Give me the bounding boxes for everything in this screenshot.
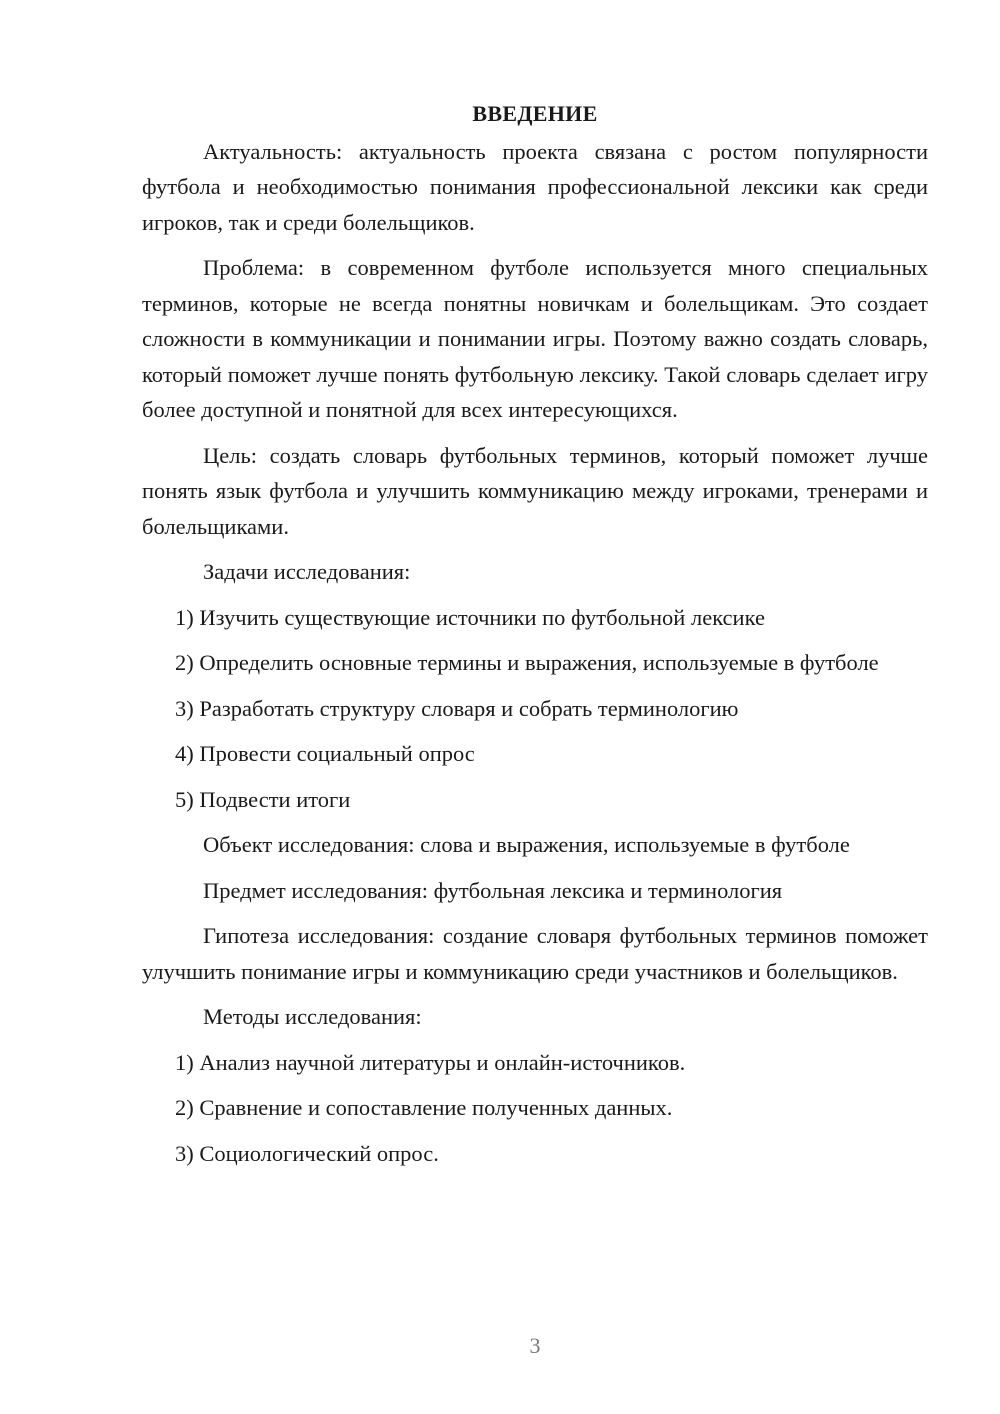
method-item: 1) Анализ научной литературы и онлайн-источников. [175, 1049, 686, 1075]
method-item: 3) Социологический опрос. [175, 1140, 439, 1166]
problem-paragraph: Проблема: в современном футболе используется много специальных терминов, которые не всегда понятны новичкам и болельщикам. Это создает сложности в коммуникации и понимании игры. Поэтому важно создать словарь, который поможет лучше понять футбольную лексику. Такой словарь сделает игру более доступной и понятной для всех интересующихся. [142, 255, 928, 422]
tasks-heading: Задачи исследования: [203, 559, 411, 584]
method-item: 2) Сравнение и сопоставление полученных данных. [175, 1095, 673, 1120]
task-item: 5) Подвести итоги [175, 786, 351, 812]
task-item: 3) Разработать структуру словаря и собрать терминологию [175, 695, 739, 721]
task-item: 1) Изучить существующие источники по футбольной лексике [175, 604, 765, 630]
goal-paragraph: Цель: создать словарь футбольных терминов, который поможет лучше понять язык футбола и улучшить коммуникацию между игроками, тренерами и болельщиками. [142, 442, 928, 539]
task-item: 2) Определить основные термины и выражения, используемые в футболе [175, 650, 879, 675]
page-content [142, 96, 928, 1181]
object-line: Объект исследования: слова и выражения, используемые в футболе [203, 832, 850, 857]
hypothesis-paragraph: Гипотеза исследования: создание словаря футбольных терминов поможет улучшить понимание игры и коммуникацию среди участников и болельщиков. [142, 923, 928, 984]
section-title: ВВЕДЕНИЕ [472, 101, 598, 126]
task-item: 4) Провести социальный опрос [175, 741, 475, 766]
methods-heading: Методы исследования: [203, 1004, 422, 1029]
subject-line: Предмет исследования: футбольная лексика и терминология [203, 877, 783, 903]
page-number: 3 [529, 1333, 541, 1358]
relevance-paragraph: Актуальность: актуальность проекта связана с ростом популярности футбола и необходимостью понимания профессиональной лексики как среди игроков, так и среди болельщиков. [142, 138, 928, 235]
